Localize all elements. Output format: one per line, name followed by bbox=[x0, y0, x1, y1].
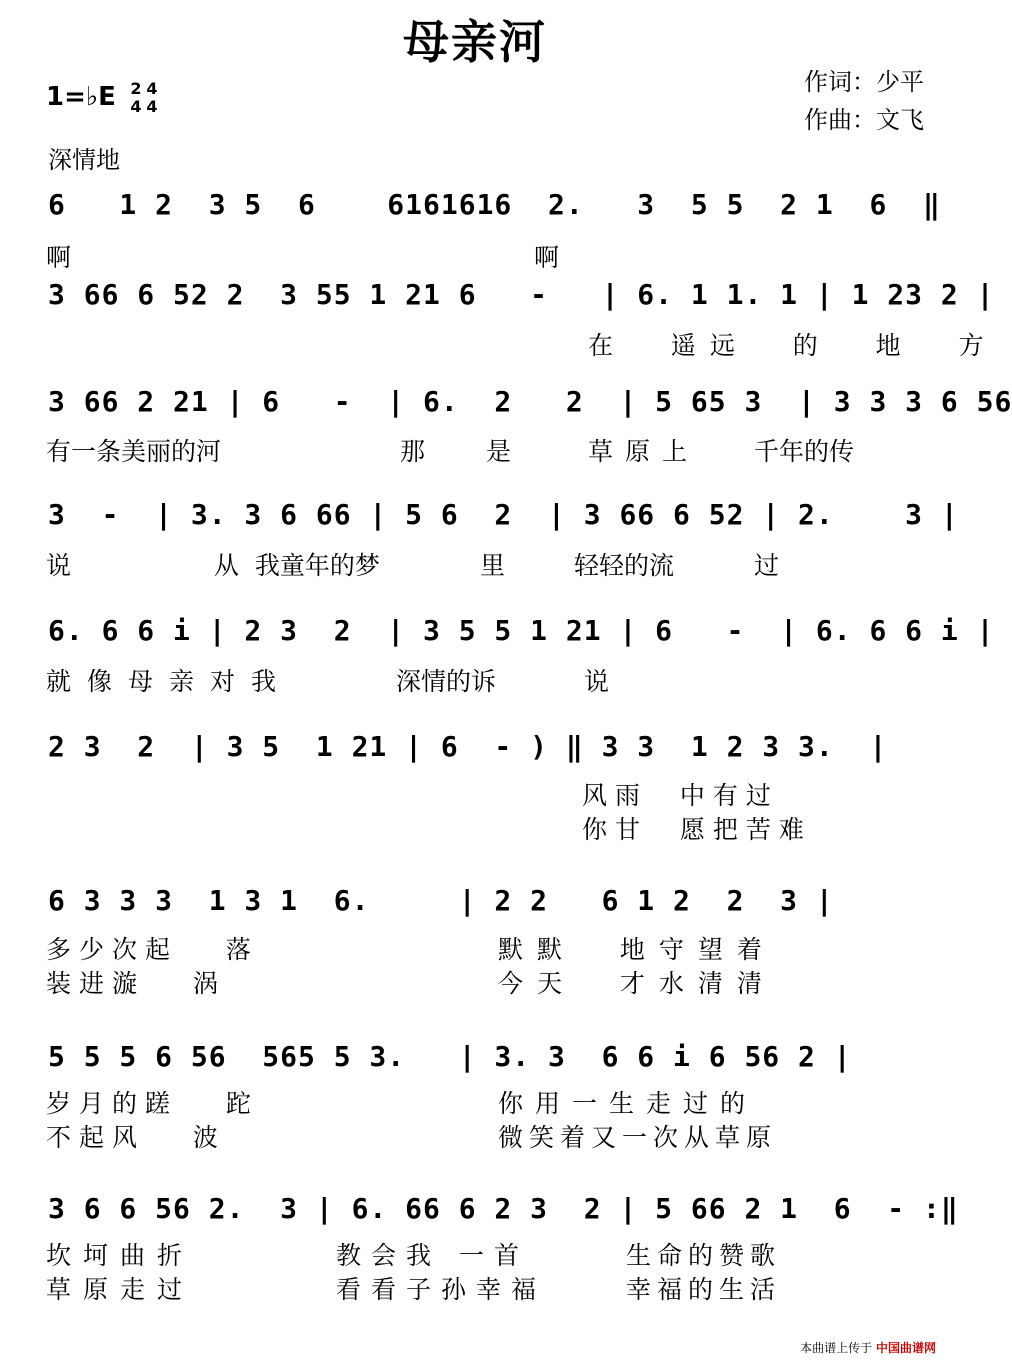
score-line-5: 6. 6 6 i | 2 3 2 | 3 5 5 1 21 | 6 - | 6. 6 6 i | bbox=[48, 614, 995, 647]
lyric-line-4a: 说 bbox=[46, 551, 72, 580]
tempo-marking: 深情地 bbox=[48, 146, 120, 174]
lyric-line-2: 在 遥远 的 地 方 bbox=[588, 331, 998, 360]
lyric-line-8a: 岁月的蹉 跎 bbox=[46, 1089, 259, 1118]
lyric-line-3d: 草原上 bbox=[588, 437, 700, 466]
composer-credit: 作曲：文飞 bbox=[804, 106, 924, 134]
lyric-line-7b: 默默 地守望着 bbox=[498, 935, 776, 964]
lyric-line-9e: 看看子孙幸福 bbox=[336, 1275, 547, 1304]
meter-2: 4 4 bbox=[146, 79, 158, 116]
lyric-line-3c: 是 bbox=[486, 437, 512, 466]
song-title: 母亲河 bbox=[403, 15, 547, 69]
score-line-9: 3 6 6 56 2. 3 | 6. 66 6 2 3 2 | 5 66 2 1 6 - :‖ bbox=[48, 1192, 959, 1225]
lyric-line-3b: 那 bbox=[400, 437, 426, 466]
lyricist-credit: 作词：少平 bbox=[804, 68, 924, 96]
lyric-line-8b: 你用一生走过的 bbox=[498, 1089, 758, 1118]
lyric-line-3a: 有一条美丽的河 bbox=[46, 437, 222, 466]
lyric-line-5b: 深情的诉 bbox=[396, 667, 497, 696]
lyric-line-5a: 就像母亲对我 bbox=[46, 667, 293, 696]
lyric-line-6b: 你甘 愿把苦难 bbox=[582, 815, 812, 844]
lyric-line-9f: 幸福的生活 bbox=[626, 1275, 782, 1304]
lyric-line-4d: 轻轻的流 bbox=[574, 551, 675, 580]
meter-1: 2 4 bbox=[130, 79, 142, 116]
lyric-line-4b: 从 我童年的梦 bbox=[214, 551, 380, 580]
lyric-line-5c: 说 bbox=[584, 667, 610, 696]
lyric-line-9b: 教会我 一首 bbox=[336, 1241, 529, 1270]
lyric-line-8c: 不起风 波 bbox=[46, 1123, 226, 1152]
footer-site[interactable]: 中国曲谱网 bbox=[875, 1341, 936, 1355]
score-line-4: 3 - | 3. 3 6 66 | 5 6 2 | 3 66 6 52 | 2. 3 | bbox=[48, 498, 959, 531]
score-line-6: 2 3 2 | 3 5 1 21 | 6 - ) ‖ 3 3 1 2 3 3. | bbox=[48, 730, 888, 763]
lyric-line-7c: 装进漩 涡 bbox=[46, 969, 226, 998]
lyric-line-8d: 微笑着又一次从草原 bbox=[498, 1123, 778, 1152]
lyric-line-1b: 啊 bbox=[534, 243, 560, 272]
lyric-line-7a: 多少次起 落 bbox=[46, 935, 259, 964]
key-signature: 1=♭E bbox=[46, 82, 116, 112]
score-line-2: 3 66 6 52 2 3 55 1 21 6 - | 6. 1 1. 1 | 1 23 2 | bbox=[48, 278, 995, 311]
lyric-line-9d: 草原走过 bbox=[46, 1275, 195, 1304]
upload-footer bbox=[800, 1339, 936, 1356]
lyric-line-9c: 生命的赞歌 bbox=[626, 1241, 782, 1270]
lyric-line-1a: 啊 bbox=[46, 243, 72, 272]
lyric-line-3e: 千年的传 bbox=[754, 437, 855, 466]
score-line-7: 6 3 3 3 1 3 1 6. | 2 2 6 1 2 2 3 | bbox=[48, 884, 834, 917]
lyric-line-4c: 里 bbox=[480, 551, 506, 580]
score-line-3: 3 66 2 21 | 6 - | 6. 2 2 | 5 65 3 | 3 3 3 6 56 bbox=[48, 385, 1012, 418]
score-line-8: 5 5 5 6 56 565 5 3. | 3. 3 6 6 i 6 56 2 | bbox=[48, 1040, 852, 1073]
lyric-line-9a: 坎坷曲折 bbox=[46, 1241, 195, 1270]
lyric-line-7d: 今天 才水清清 bbox=[498, 969, 776, 998]
time-signature bbox=[128, 80, 160, 116]
footer-text: 本曲谱上传于 bbox=[800, 1341, 873, 1355]
lyric-line-4e: 过 bbox=[754, 551, 780, 580]
lyric-line-6a: 风雨 中有过 bbox=[582, 781, 779, 810]
score-line-1: 6 1 2 3 5 6 6161616 2. 3 5 5 2 1 6 ‖ bbox=[48, 188, 941, 221]
